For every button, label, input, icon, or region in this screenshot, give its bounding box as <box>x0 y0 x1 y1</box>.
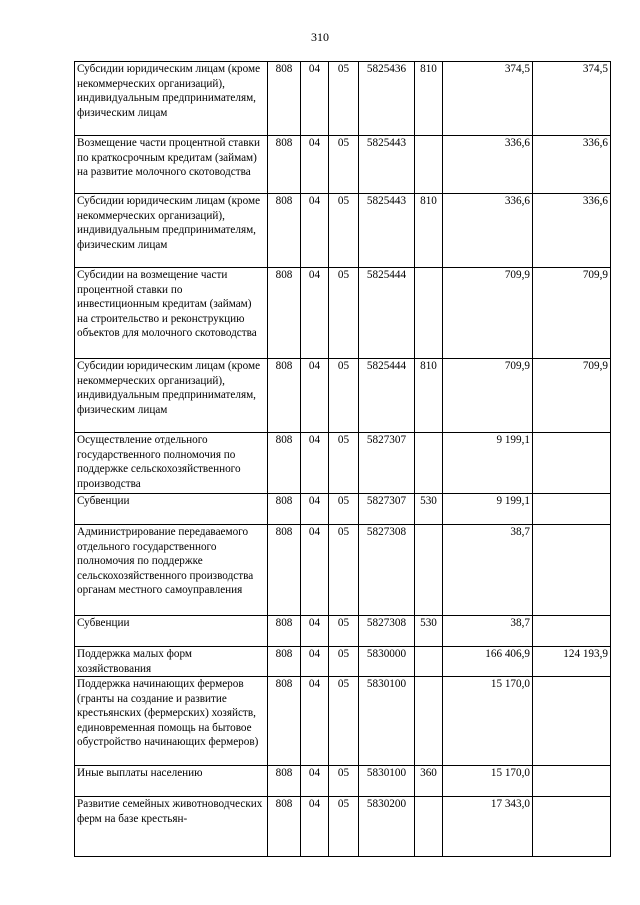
row-name: Поддержка начинающих фермеров (гранты на создание и развитие крестьянских (фермерских) хозяйств, единовременная помощь на бытовое обустройство начинающих фермеров) <box>75 677 268 766</box>
amount-column-2: 374,5 <box>533 62 611 136</box>
section-code: 04 <box>301 136 329 194</box>
table-row <box>75 359 611 433</box>
ministry-code: 808 <box>268 677 301 766</box>
expense-type-code <box>415 647 443 677</box>
table-row <box>75 62 611 136</box>
amount-column-1: 38,7 <box>443 616 533 647</box>
page-number: 310 <box>311 30 329 44</box>
amount-column-1: 336,6 <box>443 194 533 268</box>
row-name: Субсидии юридическим лицам (кроме некоммерческих организаций), индивидуальным предпринимателям, физическим лицам <box>75 359 268 433</box>
ministry-code: 808 <box>268 136 301 194</box>
expense-type-code <box>415 525 443 616</box>
amount-column-2 <box>533 525 611 616</box>
expense-type-code: 810 <box>415 62 443 136</box>
amount-column-2: 124 193,9 <box>533 647 611 677</box>
amount-column-2: 336,6 <box>533 136 611 194</box>
section-code: 04 <box>301 494 329 525</box>
amount-column-1: 15 170,0 <box>443 677 533 766</box>
section-code: 04 <box>301 766 329 797</box>
row-name: Развитие семейных животноводческих ферм на базе крестьян- <box>75 797 268 857</box>
section-code: 04 <box>301 525 329 616</box>
expense-type-code <box>415 797 443 857</box>
row-name: Субвенции <box>75 494 268 525</box>
row-name: Администрирование передаваемого отдельного государственного полномочия по поддержке сельскохозяйственного производства органам местного самоуправления <box>75 525 268 616</box>
expense-type-code: 530 <box>415 616 443 647</box>
amount-column-2: 709,9 <box>533 359 611 433</box>
ministry-code: 808 <box>268 62 301 136</box>
ministry-code: 808 <box>268 525 301 616</box>
ministry-code: 808 <box>268 616 301 647</box>
amount-column-1: 709,9 <box>443 359 533 433</box>
section-code: 04 <box>301 647 329 677</box>
target-article-code: 5825443 <box>359 194 415 268</box>
ministry-code: 808 <box>268 494 301 525</box>
row-name: Субсидии юридическим лицам (кроме некоммерческих организаций), индивидуальным предпринимателям, физическим лицам <box>75 62 268 136</box>
ministry-code: 808 <box>268 359 301 433</box>
subsection-code: 05 <box>329 677 359 766</box>
table-row <box>75 766 611 797</box>
amount-column-2 <box>533 797 611 857</box>
target-article-code: 5830100 <box>359 677 415 766</box>
table-row <box>75 677 611 766</box>
budget-table <box>74 61 611 857</box>
amount-column-2 <box>533 433 611 494</box>
amount-column-1: 166 406,9 <box>443 647 533 677</box>
section-code: 04 <box>301 359 329 433</box>
subsection-code: 05 <box>329 359 359 433</box>
row-name: Возмещение части процентной ставки по краткосрочным кредитам (займам) на развитие молочного скотоводства <box>75 136 268 194</box>
section-code: 04 <box>301 194 329 268</box>
amount-column-2: 336,6 <box>533 194 611 268</box>
table-row <box>75 647 611 677</box>
ministry-code: 808 <box>268 797 301 857</box>
ministry-code: 808 <box>268 766 301 797</box>
amount-column-1: 9 199,1 <box>443 433 533 494</box>
subsection-code: 05 <box>329 433 359 494</box>
expense-type-code <box>415 136 443 194</box>
ministry-code: 808 <box>268 647 301 677</box>
table-row <box>75 433 611 494</box>
target-article-code: 5830200 <box>359 797 415 857</box>
expense-type-code <box>415 268 443 359</box>
amount-column-1: 336,6 <box>443 136 533 194</box>
row-name: Поддержка малых форм хозяйствования <box>75 647 268 677</box>
subsection-code: 05 <box>329 616 359 647</box>
subsection-code: 05 <box>329 268 359 359</box>
section-code: 04 <box>301 62 329 136</box>
target-article-code: 5830000 <box>359 647 415 677</box>
target-article-code: 5825444 <box>359 359 415 433</box>
section-code: 04 <box>301 268 329 359</box>
section-code: 04 <box>301 433 329 494</box>
row-name: Субсидии на возмещение части процентной ставки по инвестиционным кредитам (займам) на строительство и реконструкцию объектов для молочного скотоводства <box>75 268 268 359</box>
table-row <box>75 616 611 647</box>
table-row <box>75 797 611 857</box>
expense-type-code <box>415 677 443 766</box>
target-article-code: 5825436 <box>359 62 415 136</box>
expense-type-code: 360 <box>415 766 443 797</box>
amount-column-1: 374,5 <box>443 62 533 136</box>
amount-column-1: 15 170,0 <box>443 766 533 797</box>
expense-type-code: 810 <box>415 194 443 268</box>
amount-column-2 <box>533 494 611 525</box>
target-article-code: 5827308 <box>359 616 415 647</box>
subsection-code: 05 <box>329 62 359 136</box>
ministry-code: 808 <box>268 268 301 359</box>
row-name: Субвенции <box>75 616 268 647</box>
section-code: 04 <box>301 797 329 857</box>
subsection-code: 05 <box>329 136 359 194</box>
subsection-code: 05 <box>329 525 359 616</box>
table-row <box>75 268 611 359</box>
ministry-code: 808 <box>268 433 301 494</box>
expense-type-code: 530 <box>415 494 443 525</box>
expense-type-code <box>415 433 443 494</box>
table-row <box>75 525 611 616</box>
subsection-code: 05 <box>329 647 359 677</box>
section-code: 04 <box>301 677 329 766</box>
subsection-code: 05 <box>329 766 359 797</box>
amount-column-1: 709,9 <box>443 268 533 359</box>
target-article-code: 5827307 <box>359 494 415 525</box>
amount-column-1: 9 199,1 <box>443 494 533 525</box>
table-row <box>75 494 611 525</box>
table-row <box>75 136 611 194</box>
amount-column-1: 17 343,0 <box>443 797 533 857</box>
subsection-code: 05 <box>329 194 359 268</box>
expense-type-code: 810 <box>415 359 443 433</box>
amount-column-2 <box>533 616 611 647</box>
subsection-code: 05 <box>329 494 359 525</box>
target-article-code: 5825444 <box>359 268 415 359</box>
table-row <box>75 194 611 268</box>
amount-column-2 <box>533 766 611 797</box>
target-article-code: 5825443 <box>359 136 415 194</box>
subsection-code: 05 <box>329 797 359 857</box>
target-article-code: 5827308 <box>359 525 415 616</box>
target-article-code: 5830100 <box>359 766 415 797</box>
section-code: 04 <box>301 616 329 647</box>
row-name: Субсидии юридическим лицам (кроме некоммерческих организаций), индивидуальным предпринимателям, физическим лицам <box>75 194 268 268</box>
amount-column-2: 709,9 <box>533 268 611 359</box>
row-name: Осуществление отдельного государственного полномочия по поддержке сельскохозяйственного производства <box>75 433 268 494</box>
amount-column-2 <box>533 677 611 766</box>
target-article-code: 5827307 <box>359 433 415 494</box>
row-name: Иные выплаты населению <box>75 766 268 797</box>
amount-column-1: 38,7 <box>443 525 533 616</box>
ministry-code: 808 <box>268 194 301 268</box>
